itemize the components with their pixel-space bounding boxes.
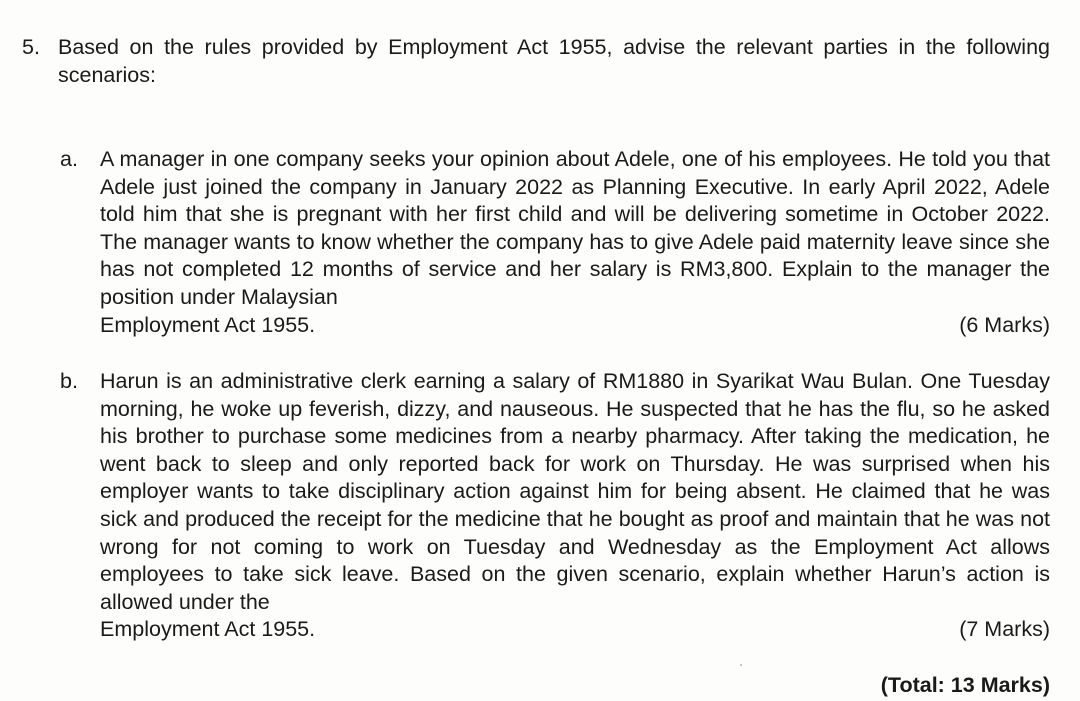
part-b-label: b. (60, 369, 78, 393)
part-a-label: a. (60, 147, 78, 171)
part-b-last-line: Employment Act 1955. (100, 617, 316, 642)
part-a-text: A manager in one company seeks your opinion about Adele, one of his employees. He told you that Adele just joined the company in January 2022 as Planning Executive. In early April 2022, Adele told him that she is pregnant with her first child and will be delivering sometime in October 2022. The manager wants to know whether the company has to give Adele paid maternity leave since she has not completed 12 months of service and her salary is RM3,800. Explain to the manager the position under Malaysian (100, 147, 1050, 309)
part-a-body (100, 146, 1050, 339)
scan-speck (740, 664, 742, 666)
question-stem: Based on the rules provided by Employment Act 1955, advise the relevant parties in the following scenarios: (58, 35, 1050, 87)
part-a-last-row (100, 312, 1050, 340)
part-b-last-row (100, 616, 1050, 644)
question-5 (22, 34, 1050, 89)
part-b (60, 368, 1050, 644)
part-a-marks: (6 Marks) (959, 312, 1050, 337)
part-b-text: Harun is an administrative clerk earning a salary of RM1880 in Syarikat Wau Bulan. One Tuesday morning, he woke up feverish, dizzy, and nauseous. He suspected that he has the flu, so he asked his brother to purchase some medicines from a nearby pharmacy. After taking the medication, he went back to sleep and only reported back for work on Thursday. He was surprised when his employer wants to take disciplinary action against him for being absent. He claimed that he was sick and produced the receipt for the medicine that he bought as proof and maintain that he was not wrong for not coming to work on Tuesday and Wednesday as the Employment Act allows employees to take sick leave. Based on the given scenario, explain whether Harun’s action is allowed under the (100, 369, 1050, 614)
total-marks: (Total: 13 Marks) (880, 673, 1050, 697)
question-number: 5. (22, 35, 40, 59)
part-a-last-line: Employment Act 1955. (100, 312, 316, 337)
part-b-marks: (7 Marks) (959, 617, 1050, 642)
part-a (60, 146, 1050, 339)
part-b-body (100, 368, 1050, 644)
